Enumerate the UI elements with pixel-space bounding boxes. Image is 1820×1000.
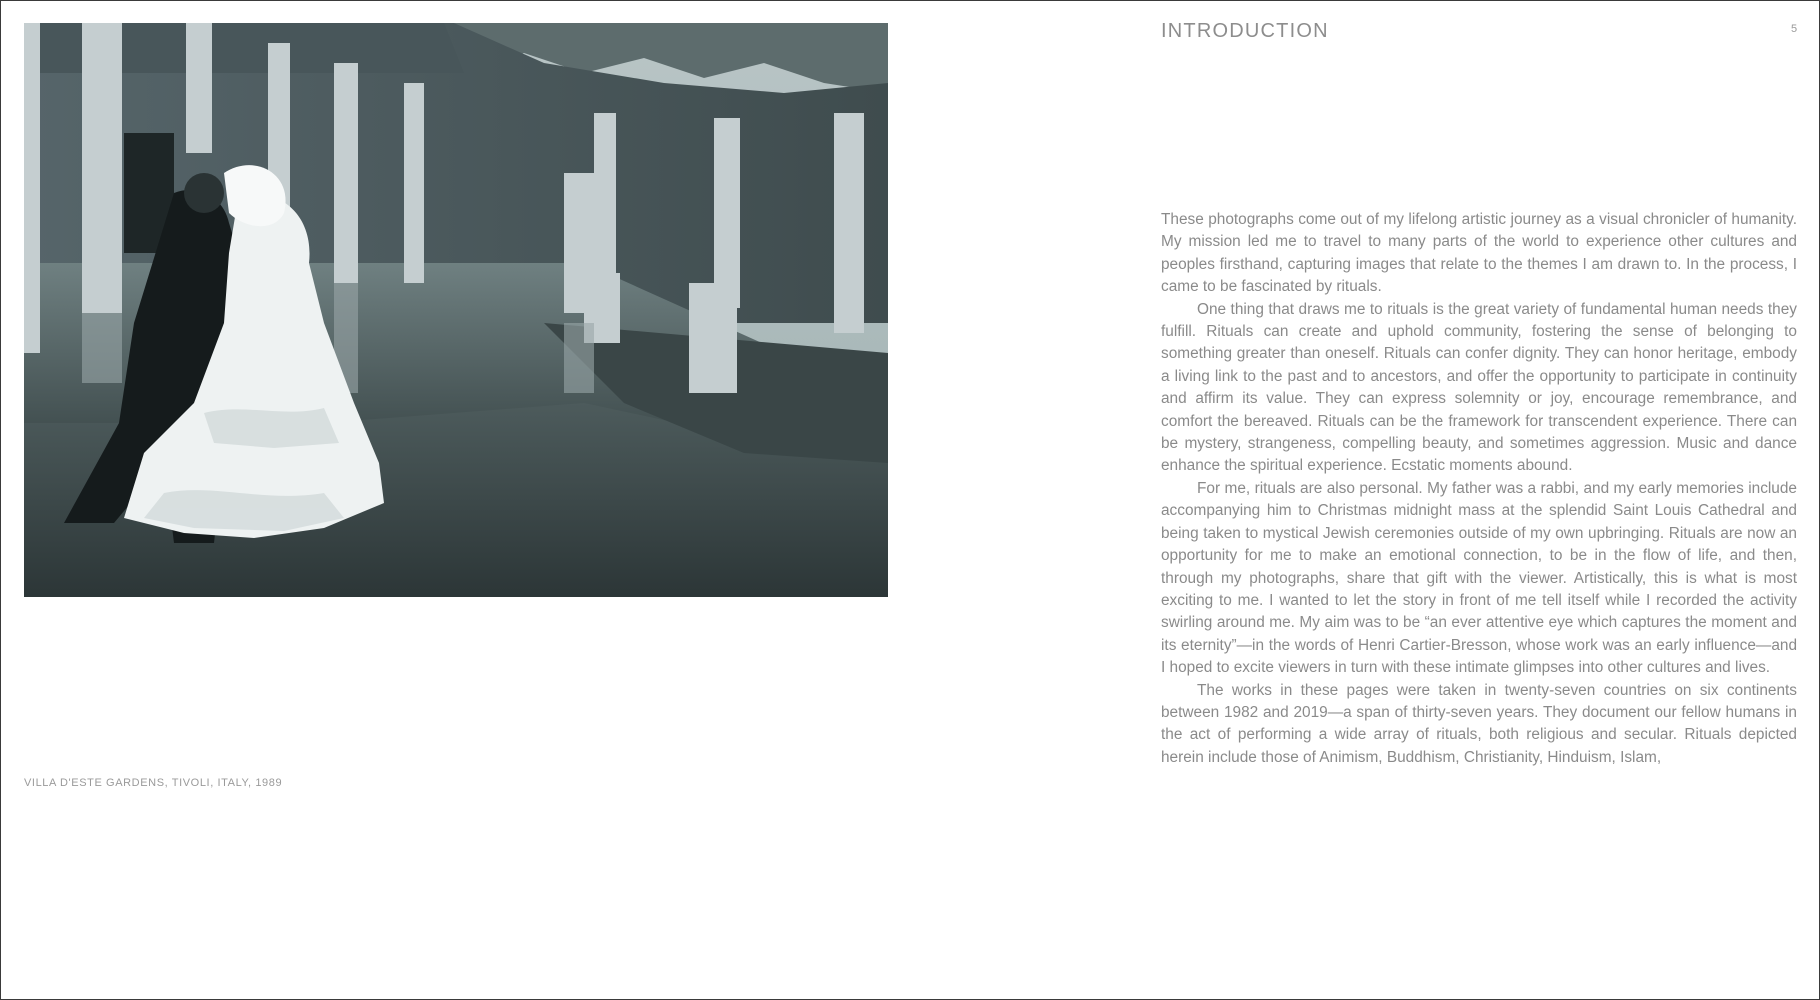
body-text <box>1161 209 1797 769</box>
photograph <box>24 23 888 597</box>
paragraph: These photographs come out of my lifelong artistic journey as a visual chronicler of humanity. My mission led me to travel to many parts of the world to experience other cultures and peoples firsthand, capturing images that relate to the themes I am drawn to. In the process, I came to be fascinated by rituals. <box>1161 211 1797 296</box>
photo-caption: VILLA D'ESTE GARDENS, TIVOLI, ITALY, 1989 <box>24 777 283 789</box>
paragraph: The works in these pages were taken in twenty-seven countries on six continents between 1982 and 2019—a span of thirty-seven years. They document our fellow humans in the act of performing a wide array of rituals, both religious and secular. Rituals depicted herein include those of Animism, Buddhism, Christianity, Hinduism, Islam, <box>1161 681 1797 766</box>
section-title: INTRODUCTION <box>1161 20 1329 42</box>
paragraph: For me, rituals are also personal. My father was a rabbi, and my early memories include accompanying him to Christmas midnight mass at the splendid Saint Louis Cathedral and being taken to mystical Jewish ceremonies outside of my own upbringing. Rituals are now an opportunity for me to make an emotional connection, to be in the flow of life, and then, through my photographs, share that gift with the viewer. Artistically, this is what is most exciting to me. I wanted to let the story in front of me tell itself while I recorded the activity swirling around me. My aim was to be “an ever attentive eye which captures the moment and its eternity”—in the words of Henri Cartier-Bresson, whose work was an early influence—and I hoped to excite viewers in turn with these intimate glimpses into other cultures and lives. <box>1161 479 1797 677</box>
page-number: 5 <box>1791 23 1798 35</box>
wedding-photo-image <box>24 23 888 597</box>
paragraph: One thing that draws me to rituals is the great variety of fundamental human needs they fulfill. Rituals can create and uphold community, fostering the sense of belonging to something greater than oneself. Rituals can confer dignity. They can honor heritage, embody a living link to the past and to ancestors, and offer the opportunity to participate in continuity and affirm its value. They can express solemnity or joy, encourage remembrance, and comfort the bereaved. Rituals can be the framework for transcendent experience. There can be mystery, strangeness, compelling beauty, and sometimes aggression. Music and dance enhance the spiritual experience. Ecstatic moments abound. <box>1161 300 1797 475</box>
